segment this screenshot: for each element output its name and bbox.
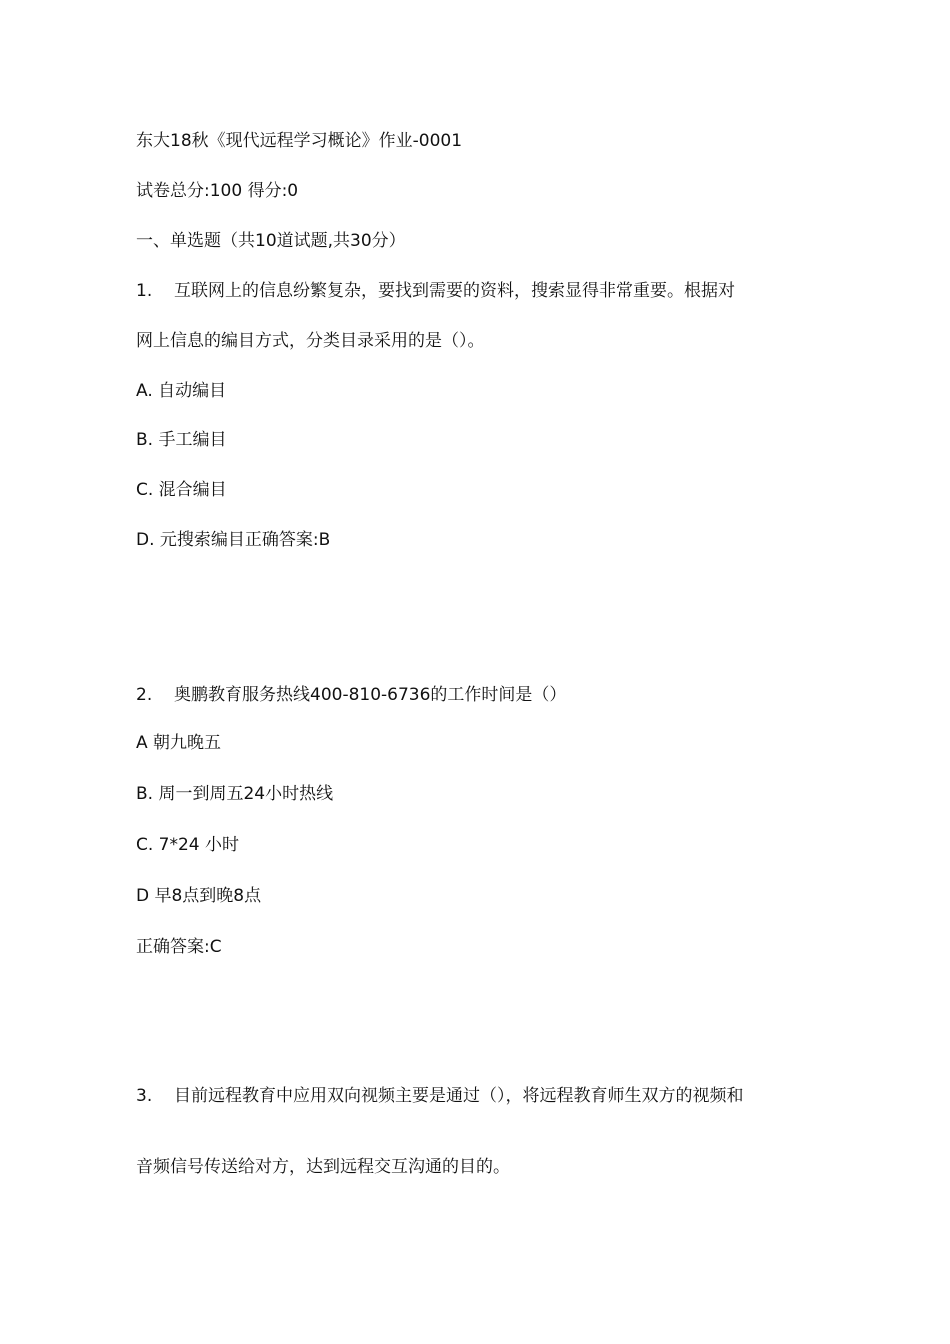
question-number: 1. <box>136 281 153 301</box>
score-line: 试卷总分:100 得分:0 <box>136 181 299 201</box>
question-number: 3. <box>136 1086 153 1106</box>
question-1-option-b: B. 手工编目 <box>136 430 227 450</box>
question-2-option-a: A 朝九晚五 <box>136 733 222 753</box>
question-2-answer: 正确答案:C <box>136 937 222 957</box>
question-3-stem-line2: 音频信号传送给对方，达到远程交互沟通的目的。 <box>136 1157 510 1177</box>
question-1-stem-line1 <box>136 281 735 301</box>
question-text: 互联网上的信息纷繁复杂，要找到需要的资料，搜索显得非常重要。根据对 <box>174 281 735 301</box>
question-1-option-d: D. 元搜索编目正确答案:B <box>136 530 331 550</box>
question-number: 2. <box>136 685 153 705</box>
question-2-option-d: D 早8点到晚8点 <box>136 886 262 906</box>
question-2-stem-line1 <box>136 685 566 705</box>
question-1-stem-line2: 网上信息的编目方式，分类目录采用的是（）。 <box>136 331 485 351</box>
question-text: 奥鹏教育服务热线400-810-6736的工作时间是（） <box>174 685 567 705</box>
question-text: 目前远程教育中应用双向视频主要是通过（），将远程教育师生双方的视频和 <box>174 1086 744 1106</box>
section-title: 一、单选题（共10道试题,共30分） <box>136 231 406 251</box>
question-1-option-c: C. 混合编目 <box>136 480 227 500</box>
question-2-option-b: B. 周一到周五24小时热线 <box>136 784 334 804</box>
question-2-option-c: C. 7*24 小时 <box>136 835 240 855</box>
exam-title: 东大18秋《现代远程学习概论》作业-0001 <box>136 131 463 151</box>
question-1-option-a: A. 自动编目 <box>136 381 227 401</box>
question-3-stem-line1 <box>136 1086 816 1106</box>
